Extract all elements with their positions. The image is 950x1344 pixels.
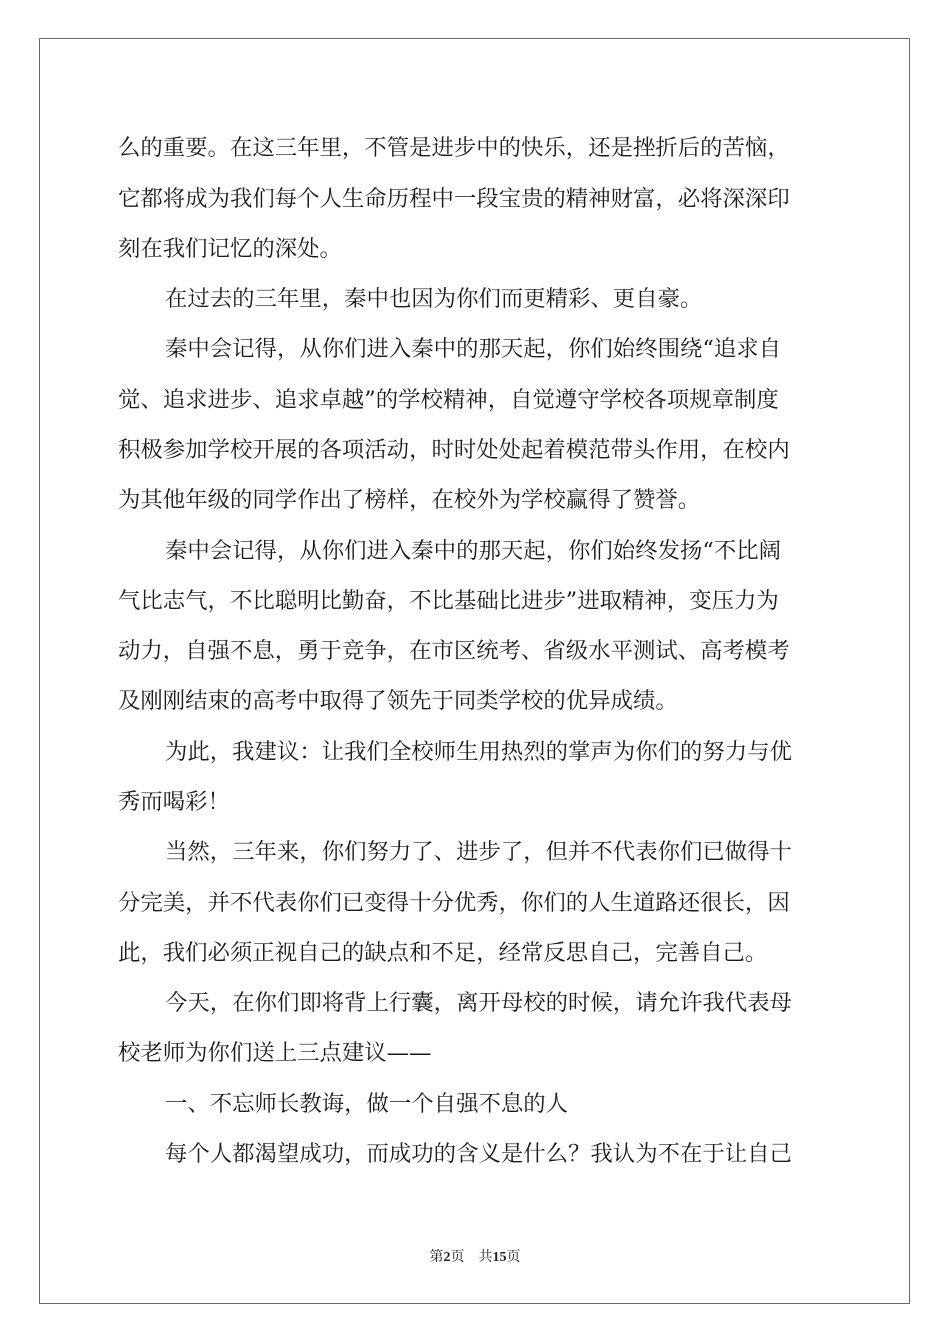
text-line: 么的重要。在这三年里，不管是进步中的快乐，还是挫折后的苦恼， [118, 135, 790, 161]
text-line: 觉、追求进步、追求卓越”的学校精神，自觉遵守学校各项规章制度 [118, 387, 779, 413]
text-line: 动力，自强不息，勇于竞争，在市区统考、省级水平测试、高考模考 [118, 638, 790, 664]
page-label-suffix: 页 [506, 1249, 521, 1265]
text-line: 它都将成为我们每个人生命历程中一段宝贵的精神财富，必将深深印 [118, 186, 790, 212]
text-line: 秀而喝彩！ [118, 789, 230, 815]
text-line: 为其他年级的同学作出了榜样，在校外为学校赢得了赞誉。 [118, 487, 701, 513]
page-label-prefix: 第 [429, 1249, 444, 1265]
paragraph-first-line: 今天，在你们即将背上行囊，离开母校的时候，请允许我代表母 [165, 990, 792, 1016]
text-line: 刻在我们记忆的深处。 [118, 236, 342, 262]
paragraph-first-line: 秦中会记得，从你们进入秦中的那天起，你们始终围绕“追求自 [165, 336, 781, 362]
text-line: 气比志气，不比聪明比勤奋，不比基础比进步”进取精神，变压力为 [118, 588, 779, 614]
text-line: 此，我们必须正视自己的缺点和不足，经常反思自己，完善自己。 [118, 940, 768, 966]
section-heading: 一、不忘师长教诲，做一个自强不息的人 [165, 1091, 569, 1117]
paragraph-first-line: 当然，三年来，你们努力了、进步了，但并不代表你们已做得十 [165, 839, 792, 865]
paragraph-first-line: 秦中会记得，从你们进入秦中的那天起，你们始终发扬“不比阔 [165, 538, 781, 564]
paragraph-first-line: 为此，我建议：让我们全校师生用热烈的掌声为你们的努力与优 [165, 739, 792, 765]
current-page-number: 2 [443, 1250, 451, 1265]
text-line: 校老师为你们送上三点建议—— [118, 1040, 432, 1066]
text-line: 积极参加学校开展的各项活动，时时处处起着模范带头作用，在校内 [118, 437, 790, 463]
paragraph-first-line: 每个人都渴望成功，而成功的含义是什么？我认为不在于让自己 [165, 1141, 792, 1167]
text-line: 分完美，并不代表你们已变得十分优秀，你们的人生道路还很长，因 [118, 890, 790, 916]
total-page-count: 15 [492, 1250, 507, 1265]
paragraph-first-line: 在过去的三年里，秦中也因为你们而更精彩、更自豪。 [165, 286, 703, 312]
page-label-mid: 页 共 [450, 1249, 493, 1265]
text-line: 及刚刚结束的高考中取得了领先于同类学校的优异成绩。 [118, 688, 678, 714]
page-footer [0, 1246, 950, 1266]
